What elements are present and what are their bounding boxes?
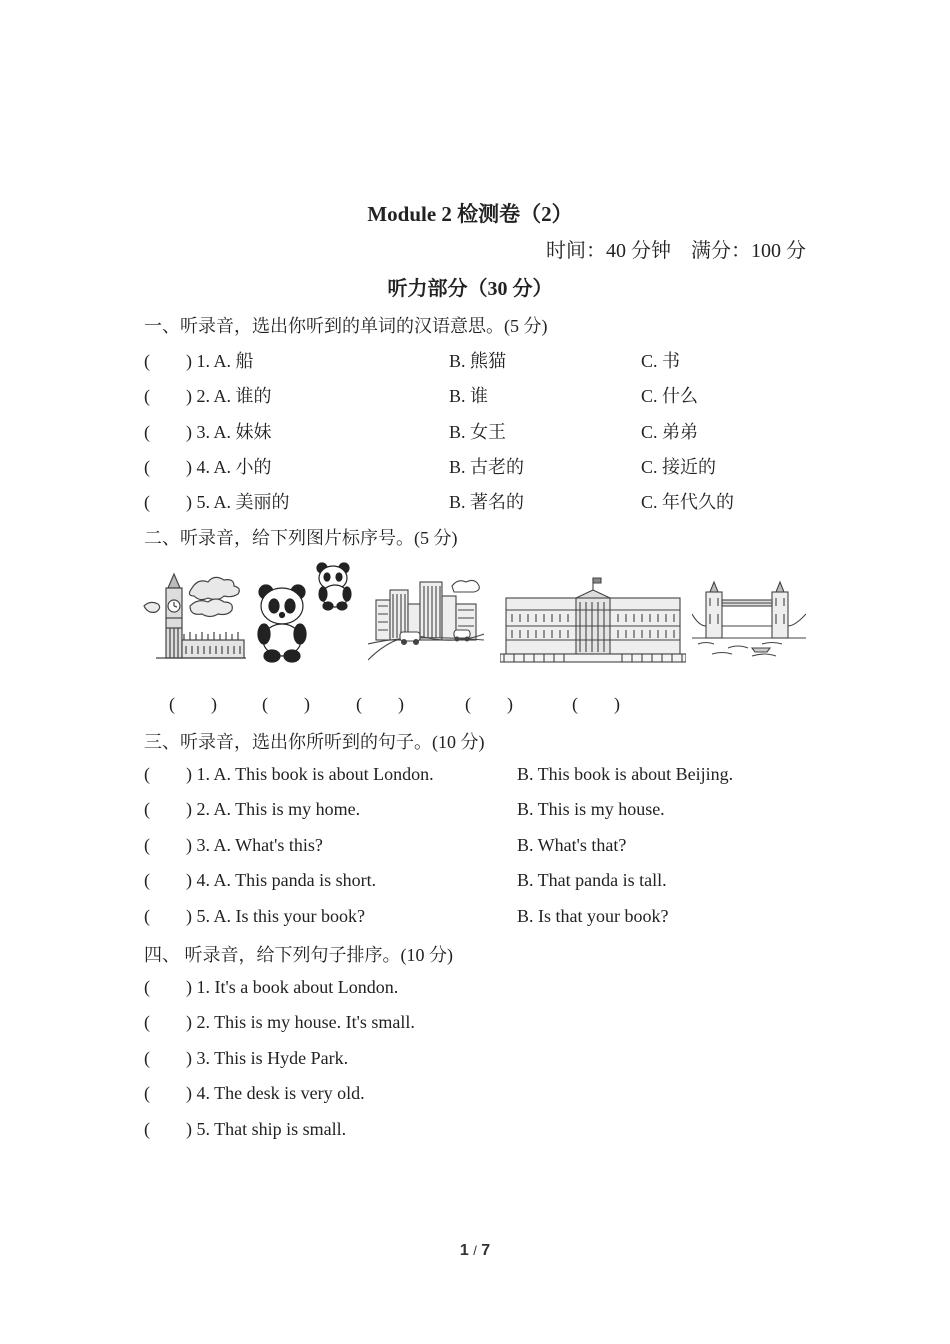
part4-item: ( ) 3. This is Hyde Park. <box>144 1048 349 1068</box>
part1-option-c: C. 接近的 <box>641 457 717 477</box>
section-subtitle: 听力部分（30 分） <box>387 278 553 300</box>
palace-icon <box>500 576 686 664</box>
part4-heading: 四、 听录音，给下列句子排序。(10 分) <box>144 945 453 965</box>
part1-option-b: B. 女王 <box>449 422 507 442</box>
part1-option-b: B. 著名的 <box>449 492 525 512</box>
part1-option-c: C. 弟弟 <box>641 422 699 442</box>
page-title: Module 2 检测卷（2） <box>367 202 573 226</box>
picture-answer-blank: ( ) <box>465 694 513 714</box>
part3-question: ( ) 5. A. Is this your book? <box>144 906 365 926</box>
part3-option-b: B. What's that? <box>517 835 627 855</box>
picture-answer-blank: ( ) <box>572 694 620 714</box>
part3-option-b: B. Is that your book? <box>517 906 669 926</box>
part1-option-b: B. 谁 <box>449 386 489 406</box>
part1-option-b: B. 熊猫 <box>449 351 507 371</box>
part4-item: ( ) 2. This is my house. It's small. <box>144 1012 415 1032</box>
part1-option-b: B. 古老的 <box>449 457 525 477</box>
part1-question: ( ) 5. A. 美丽的 <box>144 492 290 512</box>
part3-question: ( ) 4. A. This panda is short. <box>144 870 377 890</box>
part1-question: ( ) 3. A. 妹妹 <box>144 422 272 442</box>
page-total: 7 <box>481 1242 491 1259</box>
part3-option-b: B. This book is about Beijing. <box>517 764 734 784</box>
part3-option-b: B. That panda is tall. <box>517 870 667 890</box>
part1-option-c: C. 年代久的 <box>641 492 735 512</box>
part4-item: ( ) 1. It's a book about London. <box>144 977 399 997</box>
part1-question: ( ) 4. A. 小的 <box>144 457 272 477</box>
picture-answer-blank: ( ) <box>262 694 310 714</box>
part3-question: ( ) 3. A. What's this? <box>144 835 323 855</box>
part3-option-b: B. This is my house. <box>517 799 665 819</box>
part1-question: ( ) 1. A. 船 <box>144 351 254 371</box>
part1-question: ( ) 2. A. 谁的 <box>144 386 272 406</box>
part4-item: ( ) 5. That ship is small. <box>144 1119 347 1139</box>
part3-question: ( ) 1. A. This book is about London. <box>144 764 434 784</box>
part3-heading: 三、听录音，选出你所听到的句子。(10 分) <box>144 732 485 752</box>
part4-item: ( ) 4. The desk is very old. <box>144 1083 365 1103</box>
big-ben-icon <box>140 566 248 664</box>
city-street-icon <box>368 574 484 662</box>
picture-answer-blank: ( ) <box>169 694 217 714</box>
picture-answer-blank: ( ) <box>356 694 404 714</box>
page-number <box>0 1242 950 1260</box>
tower-bridge-icon <box>692 574 806 662</box>
part3-question: ( ) 2. A. This is my home. <box>144 799 361 819</box>
page-current: 1 <box>459 1242 469 1259</box>
page-separator: / <box>473 1243 477 1258</box>
pandas-icon <box>252 558 360 664</box>
time-info: 时间：40 分钟 满分：100 分 <box>546 240 806 262</box>
part1-option-c: C. 什么 <box>641 386 699 406</box>
part1-heading: 一、听录音，选出你听到的单词的汉语意思。(5 分) <box>144 316 548 336</box>
part1-option-c: C. 书 <box>641 351 681 371</box>
part2-heading: 二、听录音，给下列图片标序号。(5 分) <box>144 528 458 548</box>
